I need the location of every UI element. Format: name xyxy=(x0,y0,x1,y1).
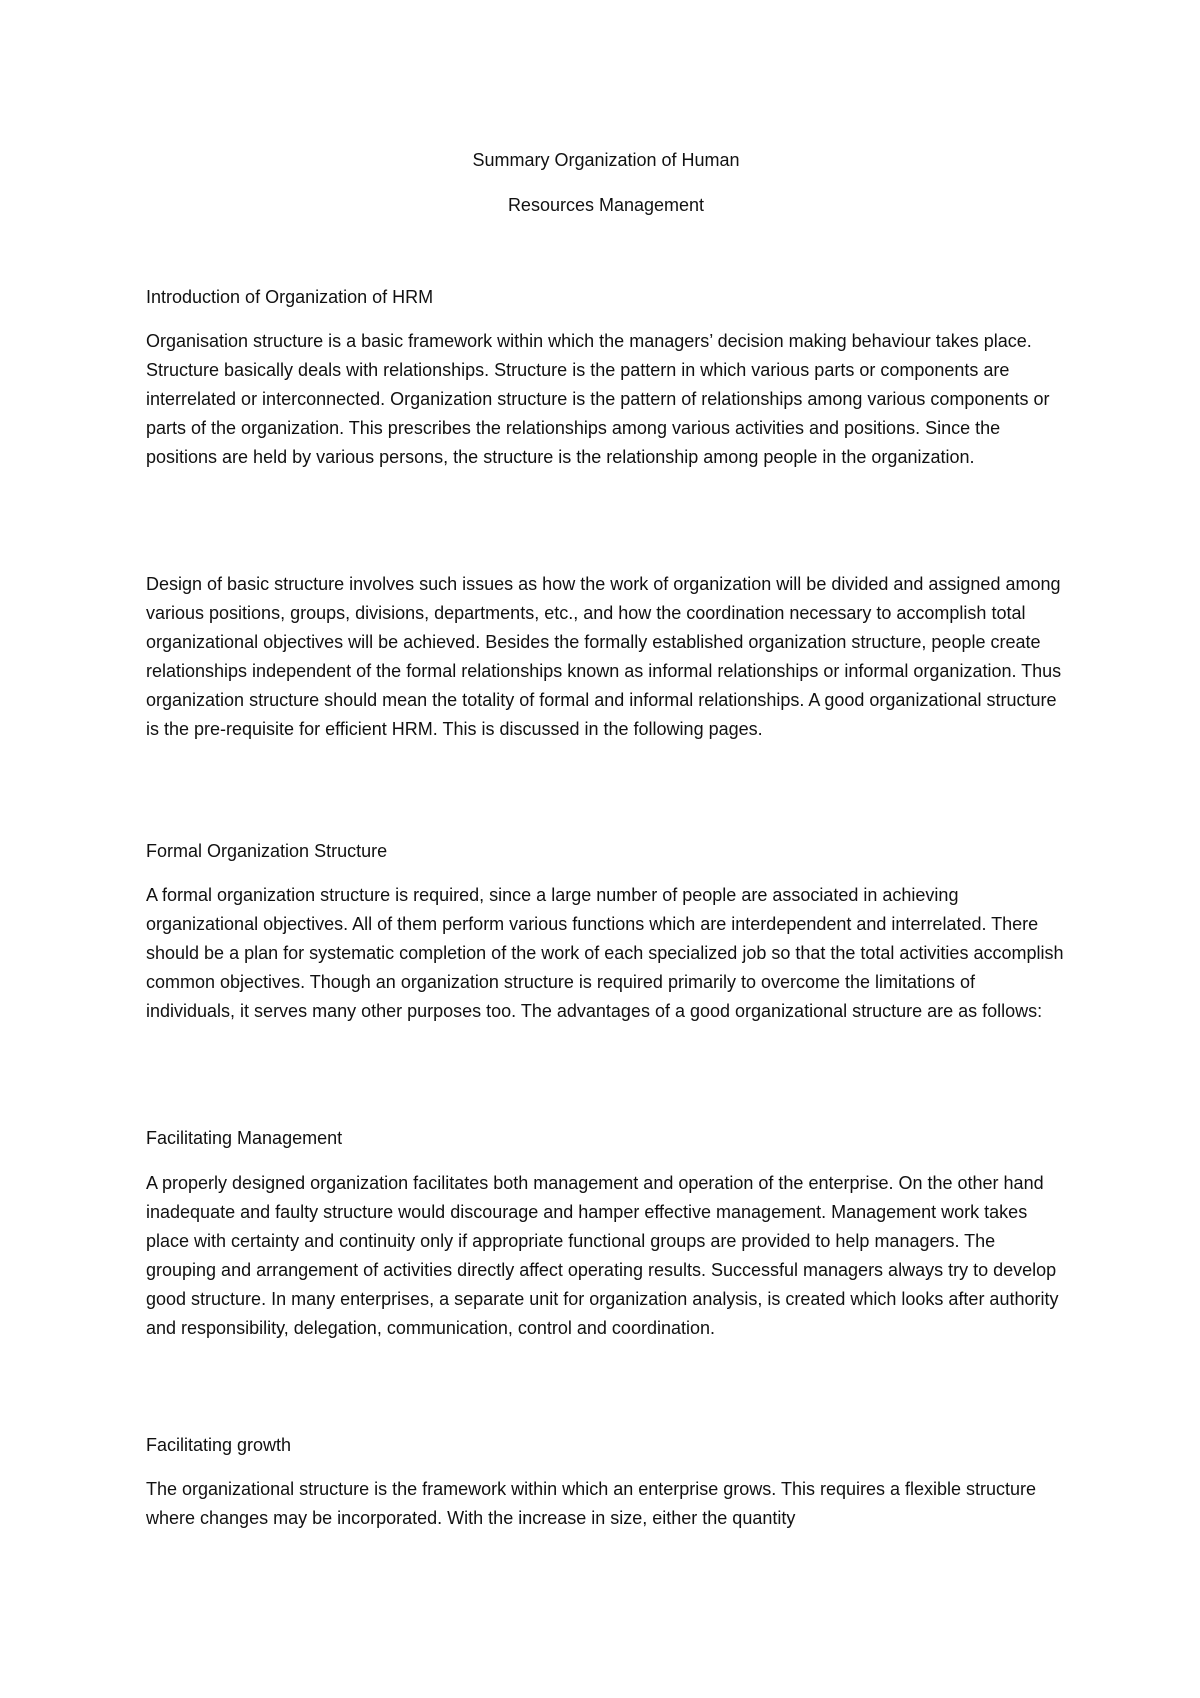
document-title-line-2: Resources Management xyxy=(507,195,705,215)
document-title-line-1: Summary Organization of Human xyxy=(472,150,740,170)
paragraph-formal-organization-structure: A formal organization structure is required, since a large number of people are associated in achieving organizational objectives. All of them perform various functions which are interdependent and interrelated. There should be a plan for systematic completion of the work of each specialized job so that the total activities accomplish common objectives. Though an organization structure is required primarily to overcome the limitations of individuals, it serves many other purposes too. The advantages of a good organizational structure are as follows: xyxy=(146,885,1064,1021)
paragraph-facilitating-growth: The organizational structure is the framework within which an enterprise grows. This requires a flexible structure where changes may be incorporated. With the increase in size, either the quantity xyxy=(146,1479,1037,1528)
section-heading-facilitating-management: Facilitating Management xyxy=(146,1128,343,1148)
paragraph-facilitating-management: A properly designed organization facilitates both management and operation of the enterprise. On the other hand inadequate and faulty structure would discourage and hamper effective management. Management work takes place with certainty and continuity only if appropriate functional groups are provided to help managers. The grouping and arrangement of activities directly affect operating results. Successful managers always try to develop good structure. In many enterprises, a separate unit for organization analysis, is created which looks after authority and responsibility, delegation, communication, control and coordination. xyxy=(146,1173,1059,1338)
paragraph-design-of-basic-structure: Design of basic structure involves such issues as how the work of organization will be divided and assigned among various positions, groups, divisions, departments, etc., and how the coordination necessary to accomplish total organizational objectives will be achieved. Besides the formally established organization structure, people create relationships independent of the formal relationships known as informal relationships or informal organization. Thus organization structure should mean the totality of formal and informal relationships. A good organizational structure is the pre-requisite for efficient HRM. This is discussed in the following pages. xyxy=(146,574,1062,739)
section-heading-facilitating-growth: Facilitating growth xyxy=(146,1435,292,1455)
section-heading-introduction: Introduction of Organization of HRM xyxy=(146,287,434,307)
paragraph-organisation-structure: Organisation structure is a basic framework within which the managers’ decision making behaviour takes place. Structure basically deals with relationships. Structure is the pattern in which various parts or components are interrelated or interconnected. Organization structure is the pattern of relationships among various components or parts of the organization. This prescribes the relationships among various activities and positions. Since the positions are held by various persons, the structure is the relationship among people in the organization. xyxy=(146,331,1050,467)
section-heading-formal-organization-structure: Formal Organization Structure xyxy=(146,841,388,861)
